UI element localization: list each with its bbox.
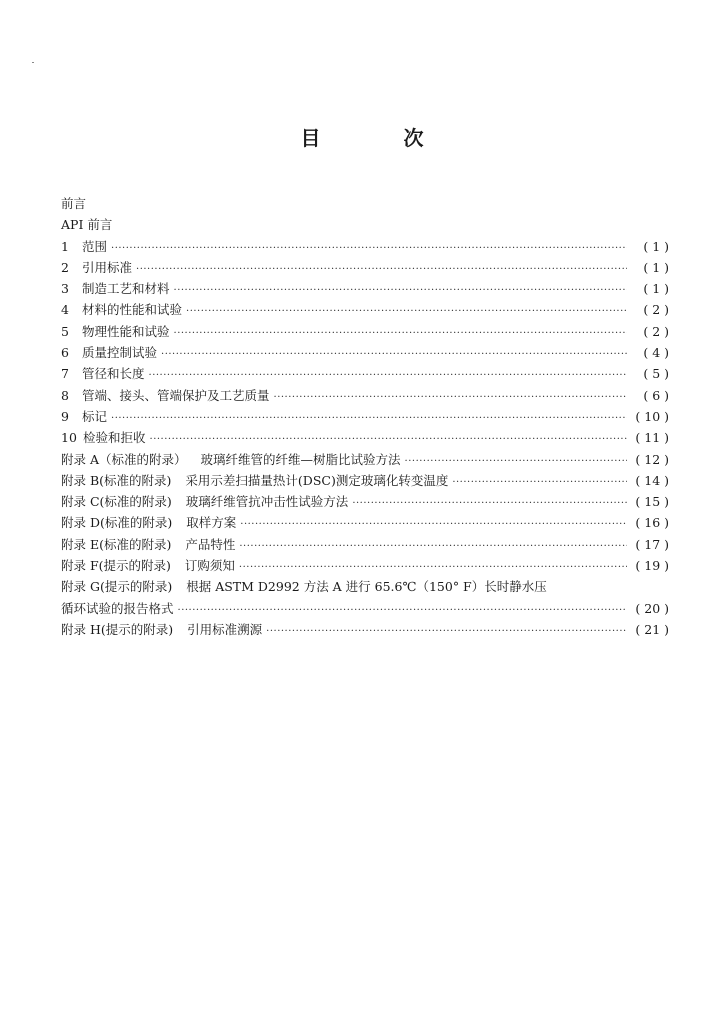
toc-page: ( 10 ) <box>635 408 669 424</box>
toc-text: 管端、接头、管端保护及工艺质量 <box>82 387 270 403</box>
toc-page: ( 20 ) <box>635 600 669 616</box>
toc-text: 质量控制试验 <box>82 345 158 361</box>
toc-text: 检验和拒收 <box>83 430 146 446</box>
toc-entry-6[interactable] <box>61 343 669 364</box>
toc-entry-4[interactable] <box>61 300 669 321</box>
toc-entry-appendix-d[interactable] <box>61 513 669 534</box>
leader-dots <box>111 413 627 424</box>
toc-page: ( 5 ) <box>643 366 669 382</box>
leader-dots <box>239 562 627 573</box>
leader-dots <box>174 285 627 296</box>
toc-number: 1 <box>61 238 69 254</box>
toc-page: ( 14 ) <box>635 472 669 488</box>
scan-speck <box>32 62 34 63</box>
toc-entry-appendix-e[interactable] <box>61 535 669 556</box>
toc-page: ( 16 ) <box>635 515 669 531</box>
toc-text-continued: 循环试验的报告格式 <box>61 600 174 616</box>
toc-number: 2 <box>61 259 69 275</box>
toc-entry-appendix-b[interactable] <box>61 471 669 492</box>
toc-page: ( 2 ) <box>643 302 669 318</box>
leader-dots <box>111 243 627 254</box>
toc-text: 产品特性 <box>185 536 236 552</box>
leader-dots <box>178 605 627 616</box>
toc-page: ( 1 ) <box>643 259 669 275</box>
leader-dots <box>274 392 627 403</box>
leader-dots <box>186 306 627 317</box>
toc-text: 采用示差扫描量热计(DSC)测定玻璃化转变温度 <box>185 472 449 488</box>
toc-entry-8[interactable] <box>61 386 669 407</box>
toc-entry-appendix-c[interactable] <box>61 492 669 513</box>
toc-number: 7 <box>61 366 69 382</box>
toc-page: ( 4 ) <box>643 345 669 361</box>
leader-dots <box>239 541 627 552</box>
page-title: 目 次 <box>300 126 462 150</box>
leader-dots <box>240 519 627 530</box>
leader-dots <box>150 434 627 445</box>
appendix-label: 附录 B(标准的附录) <box>61 472 172 488</box>
toc-text: 引用标准 <box>82 259 133 275</box>
toc-page: ( 21 ) <box>635 621 669 637</box>
toc-page: ( 6 ) <box>643 387 669 403</box>
toc-number: 6 <box>61 345 69 361</box>
leader-dots <box>136 264 627 275</box>
toc-entry-1[interactable] <box>61 237 669 258</box>
toc-number: 9 <box>61 408 69 424</box>
leader-dots <box>452 477 627 488</box>
leader-dots <box>161 349 627 360</box>
toc-entry-appendix-f[interactable] <box>61 556 669 577</box>
toc-page: ( 1 ) <box>643 281 669 297</box>
toc-text: 范围 <box>82 238 108 254</box>
leader-dots <box>174 328 627 339</box>
leader-dots <box>352 498 627 509</box>
toc-text: 标记 <box>82 408 108 424</box>
toc-text: 订购须知 <box>184 558 235 574</box>
toc-page: ( 11 ) <box>635 430 669 446</box>
toc-page: ( 19 ) <box>635 558 669 574</box>
appendix-label: 附录 D(标准的附录) <box>61 515 173 531</box>
appendix-label: 附录 F(提示的附录) <box>61 558 171 574</box>
toc-entry-appendix-g[interactable] <box>61 577 669 598</box>
toc-entry-preface[interactable] <box>61 194 669 215</box>
appendix-label: 附录 H(提示的附录) <box>61 621 174 637</box>
toc-entry-appendix-h[interactable] <box>61 620 669 641</box>
leader-dots <box>405 456 627 467</box>
appendix-label: 附录 E(标准的附录) <box>61 536 172 552</box>
toc-entry-9[interactable] <box>61 407 669 428</box>
toc-entry-appendix-g-cont[interactable] <box>61 599 669 620</box>
toc-text: 物理性能和试验 <box>82 323 170 339</box>
leader-dots <box>266 626 627 637</box>
toc-entry-3[interactable] <box>61 279 669 300</box>
toc-text: 玻璃纤维管抗冲击性试验方法 <box>185 494 349 510</box>
toc-entry-7[interactable] <box>61 364 669 385</box>
appendix-label: 附录 A（标准的附录） <box>61 451 187 467</box>
toc-text: 根据 ASTM D2992 方法 A 进行 65.6℃（150° F）长时静水压 <box>186 579 547 595</box>
toc-page: ( 1 ) <box>643 238 669 254</box>
toc-entry-10[interactable] <box>61 428 669 449</box>
toc-number: 10 <box>61 430 77 446</box>
toc-text: 制造工艺和材料 <box>82 281 170 297</box>
toc-text: 引用标准溯源 <box>187 621 263 637</box>
toc-text: 玻璃纤维管的纤维—树脂比试验方法 <box>200 451 401 467</box>
toc-page: ( 2 ) <box>643 323 669 339</box>
toc-entry-appendix-a[interactable] <box>61 450 669 471</box>
toc-text: 前言 <box>61 196 87 211</box>
toc-number: 5 <box>61 323 69 339</box>
toc-page: ( 15 ) <box>635 494 669 510</box>
table-of-contents <box>61 194 669 641</box>
toc-text: 管径和长度 <box>82 366 145 382</box>
toc-text: 材料的性能和试验 <box>82 302 183 318</box>
toc-text: 取样方案 <box>186 515 237 531</box>
toc-number: 4 <box>61 302 69 318</box>
leader-dots <box>149 370 627 381</box>
appendix-label: 附录 G(提示的附录) <box>61 579 173 595</box>
toc-number: 3 <box>61 281 69 297</box>
appendix-label: 附录 C(标准的附录) <box>61 494 172 510</box>
toc-text: API 前言 <box>61 217 113 233</box>
toc-number: 8 <box>61 387 69 403</box>
toc-page: ( 17 ) <box>635 536 669 552</box>
toc-page: ( 12 ) <box>635 451 669 467</box>
toc-entry-api-preface[interactable] <box>61 215 669 236</box>
toc-entry-2[interactable] <box>61 258 669 279</box>
toc-entry-5[interactable] <box>61 322 669 343</box>
